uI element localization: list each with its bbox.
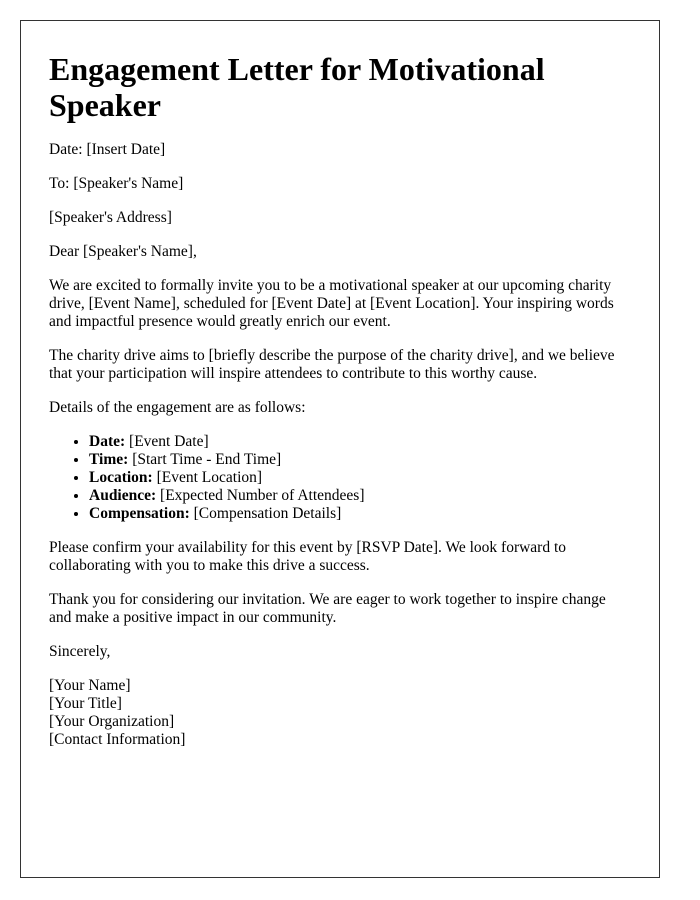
rsvp-paragraph: Please confirm your availability for this event by [RSVP Date]. We look forward to collaborating with you to make this drive a success. [49,539,567,574]
thanks-paragraph: Thank you for considering our invitation. We are eager to work together to inspire change and make a positive impact in our community. [49,591,606,626]
detail-value: [Start Time - End Time] [128,451,282,468]
detail-value: [Event Date] [125,433,209,450]
detail-value: [Expected Number of Attendees] [156,487,365,504]
signature-title: [Your Title] [49,695,122,712]
signature-block [49,677,631,749]
signature-contact: [Contact Information] [49,731,186,748]
detail-label: Date: [89,433,126,450]
detail-item-location [89,469,631,487]
detail-item-compensation [89,505,631,523]
detail-label: Audience: [89,487,157,504]
detail-value: [Event Location] [152,469,263,486]
details-list [49,433,631,523]
signature-organization: [Your Organization] [49,713,175,730]
closing: Sincerely, [49,643,111,660]
letter-title: Engagement Letter for Motivational Speaker [49,51,545,123]
detail-item-audience [89,487,631,505]
detail-label: Time: [89,451,129,468]
detail-label: Location: [89,469,153,486]
detail-value: [Compensation Details] [189,505,342,522]
recipient-name-line: To: [Speaker's Name] [49,175,184,192]
date-line: Date: [Insert Date] [49,141,166,158]
signature-name: [Your Name] [49,677,131,694]
detail-label: Compensation: [89,505,190,522]
letter-page [20,20,660,878]
detail-item-time [89,451,631,469]
invitation-paragraph: We are excited to formally invite you to be a motivational speaker at our upcoming charity drive, [Event Name], scheduled for [Event Date] at [Event Location]. Your inspiring words and impactful presence would greatly enrich our event. [49,277,614,330]
salutation: Dear [Speaker's Name], [49,243,197,260]
detail-item-date [89,433,631,451]
recipient-address-line: [Speaker's Address] [49,209,172,226]
details-intro: Details of the engagement are as follows: [49,399,306,416]
purpose-paragraph: The charity drive aims to [briefly describe the purpose of the charity drive], and we believe that your participation will inspire attendees to contribute to this worthy cause. [49,347,615,382]
